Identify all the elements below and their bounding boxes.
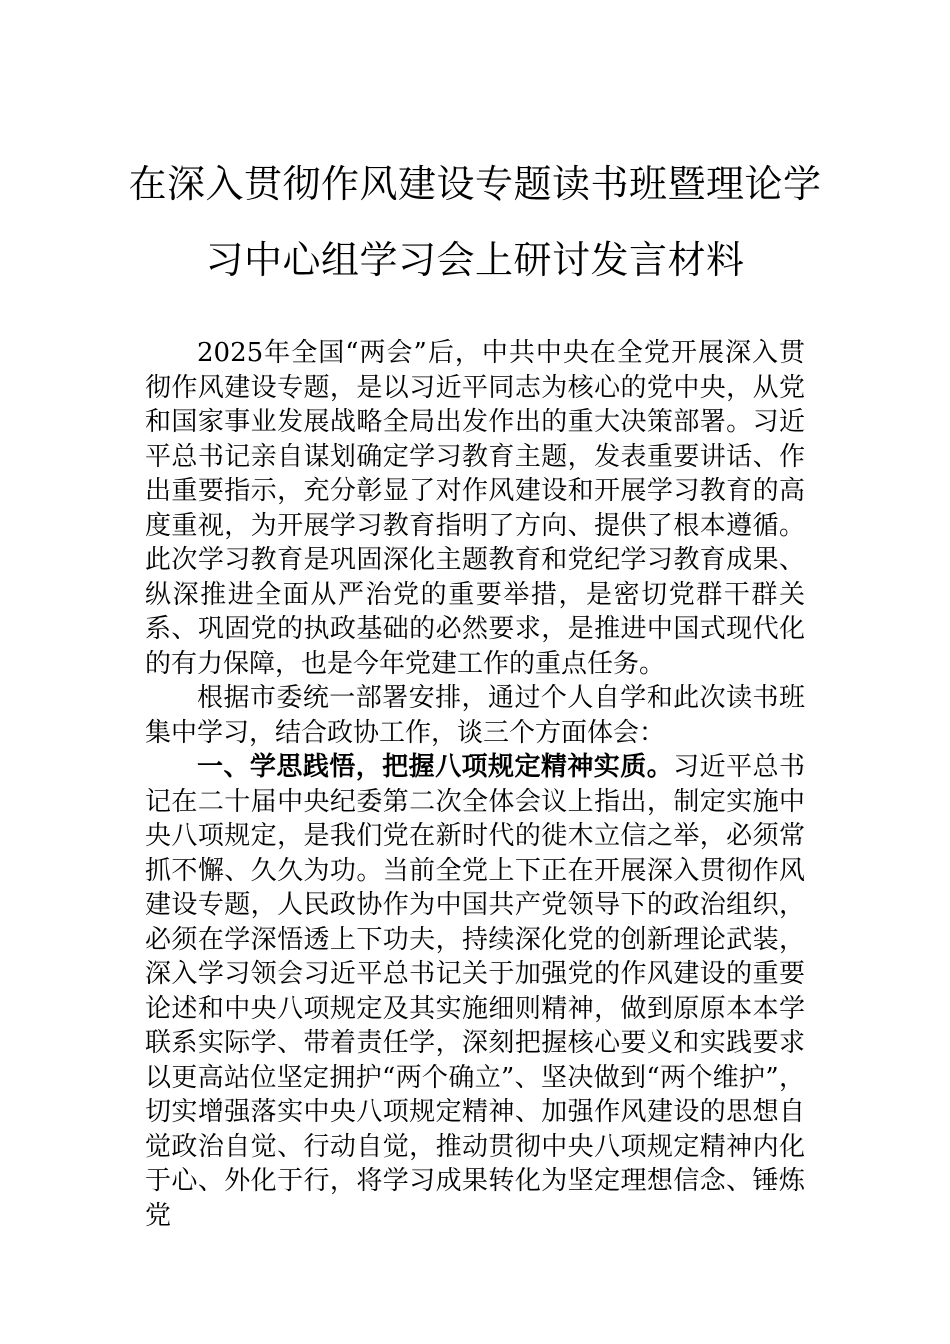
paragraph-section-one <box>145 750 805 1233</box>
paragraph-intro <box>145 336 805 681</box>
paragraph-overview-text: 根据市委统一部署安排，通过个人自学和此次读书班集中学习，结合政协工作，谈三个方面体会： <box>145 683 805 748</box>
paragraph-overview <box>145 681 805 750</box>
title-line-2: 习中心组学习会上研讨发言材料 <box>205 238 745 282</box>
document-body <box>145 336 805 1233</box>
section-one-text: 习近平总书记在二十届中央纪委第二次全体会议上指出，制定实施中央八项规定，是我们党在新时代的徙木立信之举，必须常抓不懈、久久为功。当前全党上下正在开展深入贯彻作风建设专题，人民政协作为中国共产党领导下的政治组织，必须在学深悟透上下功夫，持续深化党的创新理论武装，深入学习领会习近平总书记关于加强党的作风建设的重要论述和中央八项规定及其实施细则精神，做到原原本本学联系实际学、带着责任学，深刻把握核心要义和实践要求以更高站位坚定拥护“两个确立”、坚决做到“两个维护”，切实增强落实中央八项规定精神、加强作风建设的思想自觉政治自觉、行动自觉，推动贯彻中央八项规定精神内化于心、外化于行，将学习成果转化为坚定理想信念、锤炼党 <box>145 752 805 1231</box>
section-one-heading: 一、学思践悟，把握八项规定精神实质。 <box>197 752 674 782</box>
document-title <box>120 146 830 298</box>
title-line-1: 在深入贯彻作风建设专题读书班暨理论学 <box>128 162 822 206</box>
paragraph-intro-text: 2025年全国“两会”后，中共中央在全党开展深入贯彻作风建设专题，是以习近平同志为核心的党中央，从党和国家事业发展战略全局出发作出的重大决策部署。习近平总书记亲自谋划确定学习教育主题，发表重要讲话、作出重要指示，充分彰显了对作风建设和开展学习教育的高度重视，为开展学习教育指明了方向、提供了根本遵循。此次学习教育是巩固深化主题教育和党纪学习教育成果、纵深推进全面从严治党的重要举措，是密切党群干群关系、巩固党的执政基础的必然要求，是推进中国式现代化的有力保障，也是今年党建工作的重点任务。 <box>145 338 805 679</box>
